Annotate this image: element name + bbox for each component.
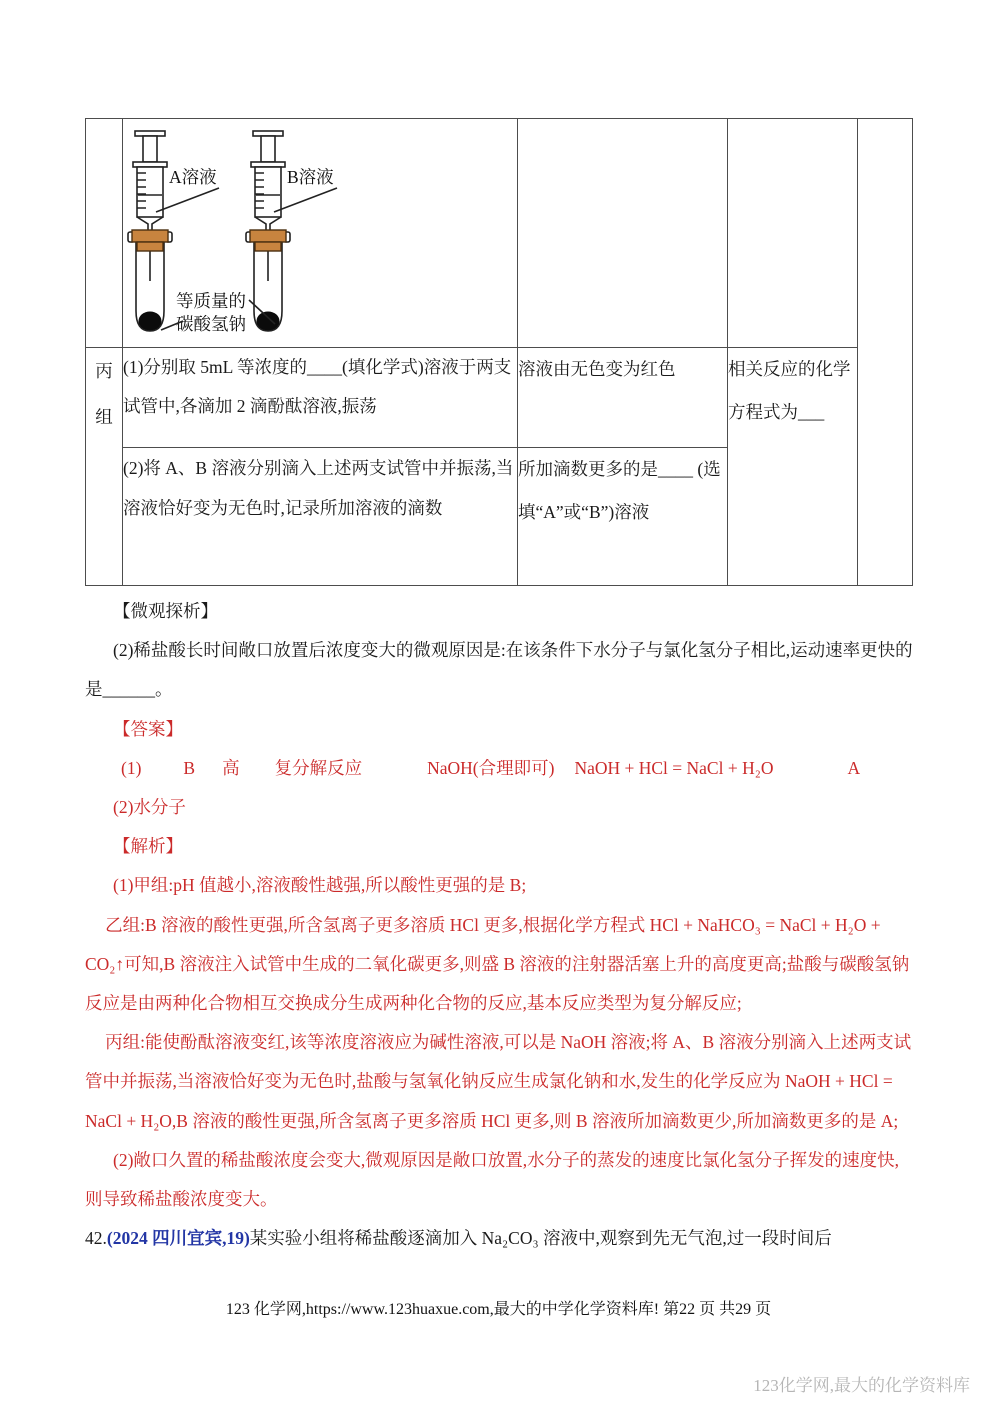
procedure-step-2: (2)将 A、B 溶液分别滴入上述两支试管中并振荡,当溶液恰好变为无色时,记录所加溶液的滴数 <box>123 448 518 586</box>
answer-item-equation: NaOH + HCl = NaCl + H₂O <box>574 757 774 778</box>
question-42-text: 某实验小组将稀盐酸逐滴加入 Na₂CO₃ 溶液中,观察到先无气泡,过一段时间后 <box>249 1228 832 1249</box>
empty-cell-top-left <box>86 119 123 348</box>
stopper-a-icon <box>128 230 172 251</box>
answer-header: 【答案】 <box>113 718 183 739</box>
micro-question: (2)稀盐酸长时间敞口放置后浓度变大的微观原因是:在该条件下水分子与氯化氢分子相比,运动速率更快的是______。 <box>85 640 913 700</box>
sample-label-line1: 等质量的 <box>176 291 246 311</box>
group-label-cell <box>86 348 123 586</box>
empty-cell-phenomenon-top <box>518 119 728 348</box>
label-b-pointer-line <box>274 188 337 212</box>
answer-item-higher: 高 <box>222 757 240 778</box>
micro-section-header: 【微观探析】 <box>113 601 218 621</box>
conclusion-cell: 相关反应的化学方程式为___ <box>728 348 858 586</box>
answer-line-1 <box>85 749 915 788</box>
answer-item-naoh: NaOH(合理即可) <box>427 757 555 778</box>
test-tube-a-icon <box>136 240 164 331</box>
page-footer: 123 化学网,https://www.123huaxue.com,最大的中学化学资料库! 第22 页 共29 页 <box>225 1301 772 1318</box>
empty-cell-right-column <box>858 119 913 586</box>
site-watermark: 123化学网,最大的化学资料库 <box>753 1376 970 1395</box>
answer-item-a: A <box>847 757 861 778</box>
experiment-table <box>85 118 913 586</box>
label-a-pointer-line <box>156 188 219 212</box>
question-42 <box>85 1219 915 1258</box>
apparatus-diagram <box>123 119 516 346</box>
sample-label-line2: 碳酸氢钠 <box>176 314 246 334</box>
syringe-b-icon <box>251 131 285 232</box>
test-tube-b-assembly <box>246 131 337 331</box>
empty-cell-conclusion-top <box>728 119 858 348</box>
analysis-p2: 乙组:B 溶液的酸性更强,所含氢离子更多溶质 HCl 更多,根据化学方程式 HCl + NaHCO₃ = NaCl + H₂O + CO₂↑可知,B 溶液注入试管中生成的二氧化碳更多,则盛 B 溶液的注射器活塞上升的高度更高;盐酸与碳酸氢钠反应是由两种化合物相互交换成分生成两种化合物的反应,基本反应类型为复分解反应; <box>85 914 910 1014</box>
answer-item-number: (1) <box>121 757 142 778</box>
phenomenon-2: 所加滴数更多的是____ (选填“A”或“B”)溶液 <box>518 448 728 586</box>
syringe-a-icon <box>133 131 167 232</box>
answer-item-b: B <box>183 757 196 778</box>
solution-b-label: B溶液 <box>287 167 334 187</box>
solid-sample-a <box>139 312 162 331</box>
answer-item-reaction-type: 复分解反应 <box>274 757 363 778</box>
body-text <box>85 592 915 1258</box>
phenomenon-1: 溶液由无色变为红色 <box>518 348 728 448</box>
solid-sample-b <box>257 312 280 331</box>
group-label: 丙组 <box>95 361 113 427</box>
stopper-b-icon <box>246 230 290 251</box>
analysis-p4: (2)敞口久置的稀盐酸浓度会变大,微观原因是敞口放置,水分子的蒸发的速度比氯化氢分子挥发的速度快,则导致稀盐酸浓度变大。 <box>85 1149 900 1210</box>
solution-a-label: A溶液 <box>169 167 217 187</box>
procedure-step-1: (1)分别取 5mL 等浓度的____(填化学式)溶液于两支试管中,各滴加 2 滴酚酞溶液,振荡 <box>123 348 518 448</box>
apparatus-figure-cell <box>123 119 518 348</box>
analysis-p3: 丙组:能使酚酞溶液变红,该等浓度溶液应为碱性溶液,可以是 NaOH 溶液;将 A、B 溶液分别滴入上述两支试管中并振荡,当溶液恰好变为无色时,盐酸与氢氧化钠反应生成氯化钠和水,发生的化学反应为 NaOH + HCl = NaCl + H₂O,B 溶液的酸性更强,所含氢离子更多溶质 HCl 更多,则 B 溶液所加滴数更少,所加滴数更多的是 A; <box>85 1032 912 1131</box>
analysis-p1: (1)甲组:pH 值越小,溶液酸性越强,所以酸性更强的是 B; <box>113 875 527 896</box>
question-42-source: (2024 四川宜宾,19) <box>106 1228 250 1249</box>
question-42-number: 42. <box>85 1228 107 1249</box>
answer-line-2: (2)水分子 <box>113 797 186 817</box>
analysis-header: 【解析】 <box>113 836 183 857</box>
